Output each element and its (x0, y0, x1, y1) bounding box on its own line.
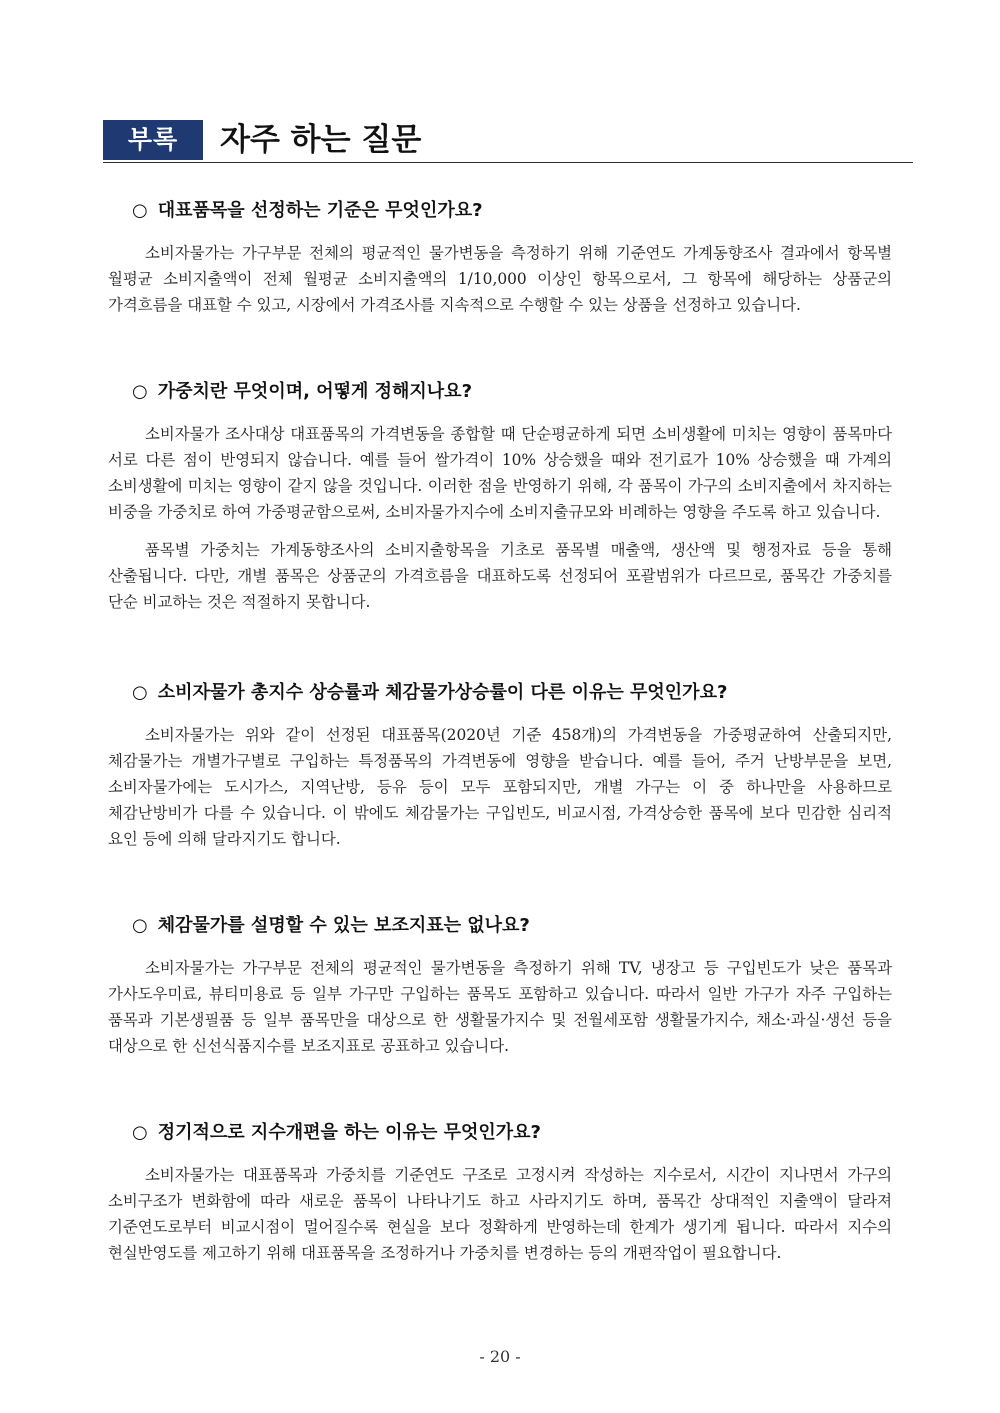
faq-section-1 (108, 198, 892, 330)
appendix-badge: 부록 (103, 120, 203, 160)
faq-question-text: 가중치란 무엇이며, 어떻게 정해지나요? (157, 381, 473, 402)
faq-question (132, 379, 892, 405)
faq-answer-paragraph: 소비자물가는 위와 같이 선정된 대표품목(2020년 기준 458개)의 가격변동을 가중평균하여 산출되지만, 체감물가는 개별가구별로 구입하는 특정품목의 가격변동에 영향을 받습니다. 예를 들어, 주거 난방부문을 보면, 소비자물가에는 도시가스, 지역난방, 등유 등이 모두 포함되지만, 개별 가구는 이 중 하나만을 사용하므로 체감난방비가 다를 수 있습니다. 이 밖에도 체감물가는 구입빈도, 비교시점, 가격상승한 품목에 보다 민감한 심리적 요인 등에 의해 달라지기도 합니다. (108, 726, 892, 848)
faq-question-text: 정기적으로 지수개편을 하는 이유는 무엇인가요? (157, 1122, 541, 1143)
faq-section-5 (108, 1120, 892, 1278)
faq-answer-paragraph: 품목별 가중치는 가계동향조사의 소비지출항목을 기초로 품목별 매출액, 생산액 및 행정자료 등을 통해 산출됩니다. 다만, 개별 품목은 상품군의 가격흐름을 대표하도록 선정되어 포괄범위가 다르므로, 품목간 가중치를 단순 비교하는 것은 적절하지 못합니다. (108, 541, 892, 611)
circle-bullet-icon: ○ (132, 682, 148, 703)
faq-answer-paragraph: 소비자물가는 가구부문 전체의 평균적인 물가변동을 측정하기 위해 TV, 냉장고 등 구입빈도가 낮은 품목과 가사도우미료, 뷰티미용료 등 일부 가구만 구입하는 품목도 포함하고 있습니다. 따라서 일반 가구가 자주 구입하는 품목과 기본생필품 등 일부 품목만을 대상으로 한 생활물가지수 및 전월세포함 생활물가지수, 채소·과실·생선 등을 대상으로 한 신선식품지수를 보조지표로 공표하고 있습니다. (108, 959, 892, 1055)
faq-question (132, 913, 892, 939)
faq-section-3 (108, 680, 892, 864)
faq-section-4 (108, 913, 892, 1071)
page-number: - 20 - (479, 1347, 521, 1366)
circle-bullet-icon: ○ (132, 200, 148, 221)
faq-question (132, 680, 892, 706)
faq-answer-paragraph: 소비자물가 조사대상 대표품목의 가격변동을 종합할 때 단순평균하게 되면 소비생활에 미치는 영향이 품목마다 서로 다른 점이 반영되지 않습니다. 예를 들어 쌀가격이 10% 상승했을 때와 전기료가 10% 상승했을 때 가계의 소비생활에 미치는 영향이 같지 않을 것입니다. 이러한 점을 반영하기 위해, 각 품목이 가구의 소비지출에서 차지하는 비중을 가중치로 하여 가중평균함으로써, 소비자물가지수에 소비지출규모와 비례하는 영향을 주도록 하고 있습니다. (108, 425, 892, 521)
circle-bullet-icon: ○ (132, 1122, 148, 1143)
page-title: 자주 하는 질문 (220, 122, 422, 158)
faq-section-2 (108, 379, 892, 627)
faq-question (132, 1120, 892, 1146)
faq-question-text: 대표품목을 선정하는 기준은 무엇인가요? (157, 200, 483, 221)
circle-bullet-icon: ○ (132, 381, 148, 402)
faq-answer-paragraph: 소비자물가는 가구부문 전체의 평균적인 물가변동을 측정하기 위해 기준연도 가계동향조사 결과에서 항목별 월평균 소비지출액이 전체 월평균 소비지출액의 1/10,000 이상인 항목으로서, 그 항목에 해당하는 상품군의 가격흐름을 대표할 수 있고, 시장에서 가격조사를 지속적으로 수행할 수 있는 상품을 선정하고 있습니다. (108, 244, 892, 314)
faq-question-text: 체감물가를 설명할 수 있는 보조지표는 없나요? (157, 915, 530, 936)
faq-question (132, 198, 892, 224)
circle-bullet-icon: ○ (132, 915, 148, 936)
faq-question-text: 소비자물가 총지수 상승률과 체감물가상승률이 다른 이유는 무엇인가요? (157, 682, 728, 703)
appendix-header (103, 120, 913, 163)
faq-answer-paragraph: 소비자물가는 대표품목과 가중치를 기준연도 구조로 고정시켜 작성하는 지수로서, 시간이 지나면서 가구의 소비구조가 변화함에 따라 새로운 품목이 나타나기도 하고 사라지기도 하며, 품목간 상대적인 지출액이 달라져 기준연도로부터 비교시점이 멀어질수록 현실을 보다 정확하게 반영하는데 한계가 생기게 됩니다. 따라서 지수의 현실반영도를 제고하기 위해 대표품목을 조정하거나 가중치를 변경하는 등의 개편작업이 필요합니다. (108, 1166, 892, 1262)
